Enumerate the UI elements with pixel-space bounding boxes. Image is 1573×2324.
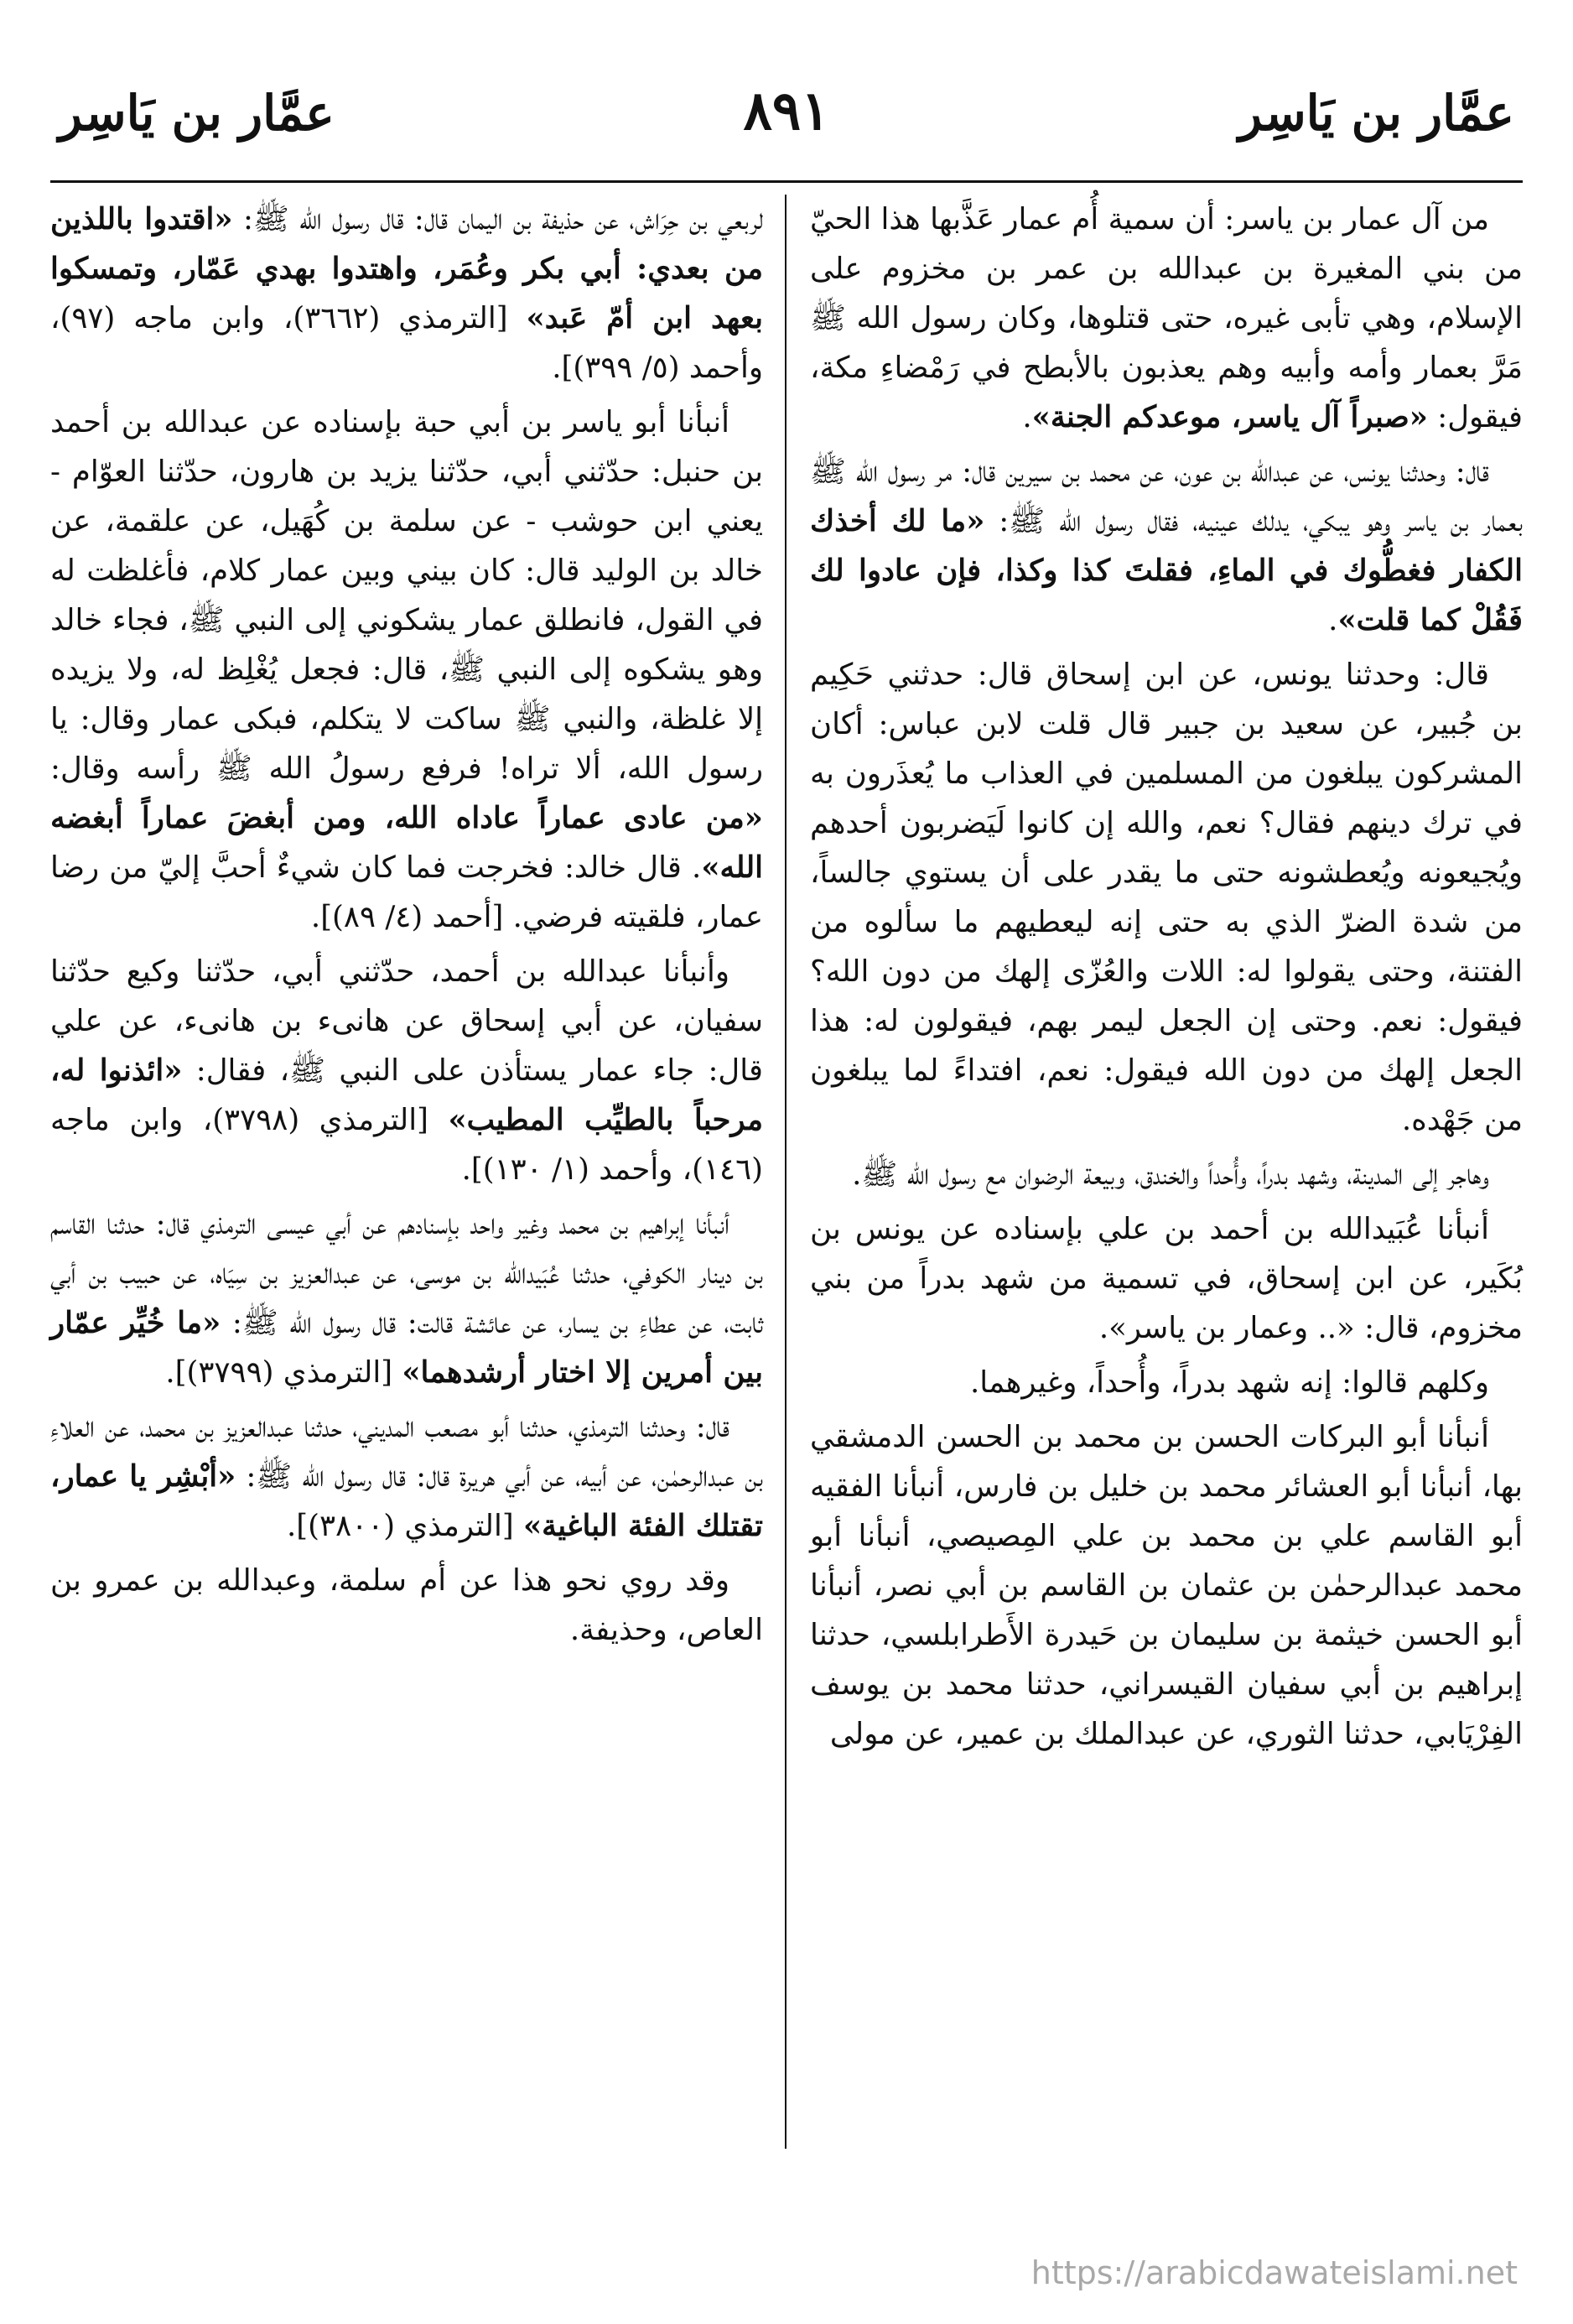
paragraph-text: وقد روي نحو هذا عن أم سلمة، وعبدالله بن عمرو بن العاص، وحذيفة. xyxy=(50,1563,763,1647)
paragraph xyxy=(810,1150,1523,1199)
hadith-quote: «ما خُيِّر عمّار بين أمرين إلا اختار أرشدهما» xyxy=(50,1306,763,1390)
paragraph-text: قال: وحدثنا الترمذي، حدثنا أبو مصعب المديني، حدثنا عبدالعزيز بن محمد، عن العلاءِ بن عبدالرحمٰن، عن أبيه، عن أبي هريرة قال: قال رسول الله ﷺ: xyxy=(50,1410,763,1494)
paragraph xyxy=(810,195,1523,442)
paragraph-ending: [الترمذي (٣٨٠٠)]. xyxy=(287,1509,523,1543)
page-number: ٨٩١ xyxy=(743,80,830,143)
paragraph xyxy=(810,447,1523,645)
paragraph-ending: [الترمذي (٣٧٩٨)، وابن ماجه (١٤٦)، وأحمد (١/ ١٣٠)]. xyxy=(50,1103,763,1187)
paragraph-ending: [الترمذي (٣٧٩٩)]. xyxy=(165,1355,402,1390)
paragraph xyxy=(810,1358,1523,1407)
right-column xyxy=(810,195,1523,1764)
left-column xyxy=(50,195,763,1660)
page-header xyxy=(50,80,1523,183)
paragraph-text: وكلهم قالوا: إنه شهد بدراً، وأُحداً، وغيرهما. xyxy=(969,1365,1489,1400)
paragraph-text: أنبأنا إبراهيم بن محمد وغير واحد بإسنادهم عن أبي عيسى الترمذي قال: حدثنا القاسم بن دينار الكوفي، حدثنا عُبَيدالله بن موسى، عن عبدالعزيز بن سِيَاه، عن حبيب بن أبي ثابت، عن عطاءِ بن يسار، عن عائشة قالت: قال رسول الله ﷺ: xyxy=(50,1207,763,1340)
paragraph-text: أنبأنا أبو ياسر بن أبي حبة بإسناده عن عبدالله بن أحمد بن حنبل: حدّثني أبي، حدّثنا يزيد بن هارون، حدّثنا العوّام - يعني ابن حوشب - عن سلمة بن كُهَيل، عن علقمة، عن خالد بن الوليد قال: كان بيني وبين عمار كلام، فأغلظت له في القول، فانطلق عمار يشكوني إلى النبي ﷺ، فجاء خالد وهو يشكوه إلى النبي ﷺ، قال: فجعل يُغْلِظ له، ولا يزيده إلا غلظة، والنبي ﷺ ساكت لا يتكلم، فبكى عمار وقال: يا رسول الله، ألا تراه! فرفع رسولُ الله ﷺ رأسه وقال: xyxy=(50,405,763,786)
paragraph-text: لربعي بن حِرَاش، عن حذيفة بن اليمان قال: قال رسول الله ﷺ: xyxy=(232,202,763,237)
hadith-quote: «اقتدوا باللذين من بعدي: أبي بكر وعُمَر، واهتدوا بهدي عَمّار، وتمسكوا بعهد ابن أمّ عَبد» xyxy=(50,202,763,335)
running-title-left: عمَّار بن يَاسِر xyxy=(59,85,335,142)
paragraph-text: قال: وحدثنا يونس، عن عبدالله بن عون، عن محمد بن سيرين قال: مر رسول الله ﷺ بعمار بن ياسر وهو يبكي، يدلك عينيه، فقال رسول الله ﷺ: xyxy=(810,455,1523,538)
hadith-quote: «أبْشِر يا عمار، تقتلك الفئة الباغية» xyxy=(50,1459,763,1543)
paragraph xyxy=(810,1204,1523,1353)
paragraph-text: من آل عمار بن ياسر: أن سمية أُم عمار عَذَّبها هذا الحيّ من بني المغيرة بن عبدالله بن عمر بن مخزوم على الإسلام، وهي تأبى غيره، حتى قتلوها، وكان رسول الله ﷺ مَرَّ بعمار وأمه وأبيه وهم يعذبون بالأبطح في رَمْضاءِ مكة، فيقول: xyxy=(810,202,1523,434)
paragraph-text: قال: وحدثنا يونس، عن ابن إسحاق قال: حدثني حَكِيم بن جُبير، عن سعيد بن جبير قال قلت لابن عباس: أكان المشركون يبلغون من المسلمين في العذاب ما يُعذَرون به في ترك دينهم فقال؟ نعم، والله إن كانوا لَيَضربون أحدهم ويُجيعونه ويُعطشونه حتى ما يقدر على أن يستوي جالساً، من شدة الضرّ الذي به حتى إنه ليعطيهم ما سألوه من الفتنة، وحتى يقولوا له: اللات والعُزّى إلهك من دون الله؟ فيقول: نعم. وحتى إن الجعل ليمر بهم، فيقولون له: هذا الجعل إلهك من دون الله فيقول: نعم، افتداءً لما يبلغون من جَهْده. xyxy=(810,658,1523,1137)
paragraph-text: أنبأنا أبو البركات الحسن بن محمد بن الحسن الدمشقي بها، أنبأنا أبو العشائر محمد بن خليل بن فارس، أنبأنا الفقيه أبو القاسم علي بن محمد بن علي المِصيصي، أنبأنا أبو محمد عبدالرحمٰن بن عثمان بن القاسم بن أبي نصر، أنبأنا أبو الحسن خيثمة بن سليمان بن حَيدرة الأَطرابلسي، حدثنا إبراهيم بن أبي سفيان القيسراني، حدثنا محمد بن يوسف الفِرْيَابي، حدثنا الثوري، عن عبدالملك بن عمير، عن مولى xyxy=(810,1420,1523,1751)
paragraph-text: أنبأنا عُبَيدالله بن أحمد بن علي بإسناده عن يونس بن بُكَير، عن ابن إسحاق، في تسمية من شهد بدراً من بني مخزوم، قال: «.. وعمار بن ياسر». xyxy=(810,1212,1523,1345)
paragraph xyxy=(50,1402,763,1551)
paragraph-ending: . xyxy=(1022,400,1032,434)
hadith-quote: «ائذنوا له، مرحباً بالطيِّب المطيب» xyxy=(50,1053,763,1137)
running-title-right: عمَّار بن يَاسِر xyxy=(1238,85,1514,142)
paragraph xyxy=(810,1412,1523,1759)
paragraph-text: وهاجر إلى المدينة، وشهد بدراً، وأُحداً والخندق، وبيعة الرضوان مع رسول الله ﷺ. xyxy=(852,1157,1489,1192)
hadith-quote: «من عادى عماراً عاداه الله، ومن أبغضَ عماراً أبغضه الله» xyxy=(50,801,763,885)
paragraph xyxy=(50,1556,763,1655)
paragraph xyxy=(50,195,763,393)
paragraph xyxy=(810,650,1523,1145)
paragraph xyxy=(50,1199,763,1397)
paragraph-ending: [الترمذي (٣٦٦٢)، وابن ماجه (٩٧)، وأحمد (٥/ ٣٩٩)]. xyxy=(50,301,763,385)
paragraph xyxy=(50,398,763,942)
hadith-quote: «ما لك أخذك الكفار فغطُّوك في الماءِ، فقلتَ كذا وكذا، فإن عادوا لك فَقُلْ كما قلت» xyxy=(810,504,1523,637)
paragraph xyxy=(50,947,763,1194)
column-divider xyxy=(785,195,786,2149)
hadith-quote: «صبراً آل ياسر، موعدكم الجنة» xyxy=(1031,400,1428,434)
paragraph-text: وأنبأنا عبدالله بن أحمد، حدّثني أبي، حدّثنا وكيع حدّثنا سفيان، عن أبي إسحاق عن هانىء بن هانىء، عن علي قال: جاء عمار يستأذن على النبي ﷺ، فقال: xyxy=(50,954,763,1088)
watermark-url: https://arabicdawateislami.net xyxy=(1030,2254,1518,2291)
paragraph-ending: . قال خالد: فخرجت فما كان شيءٌ أحبَّ إليّ من رضا عمار، فلقيته فرضي. [أحمد (٤/ ٨٩)]. xyxy=(50,850,763,934)
paragraph-ending: . xyxy=(1328,603,1338,637)
